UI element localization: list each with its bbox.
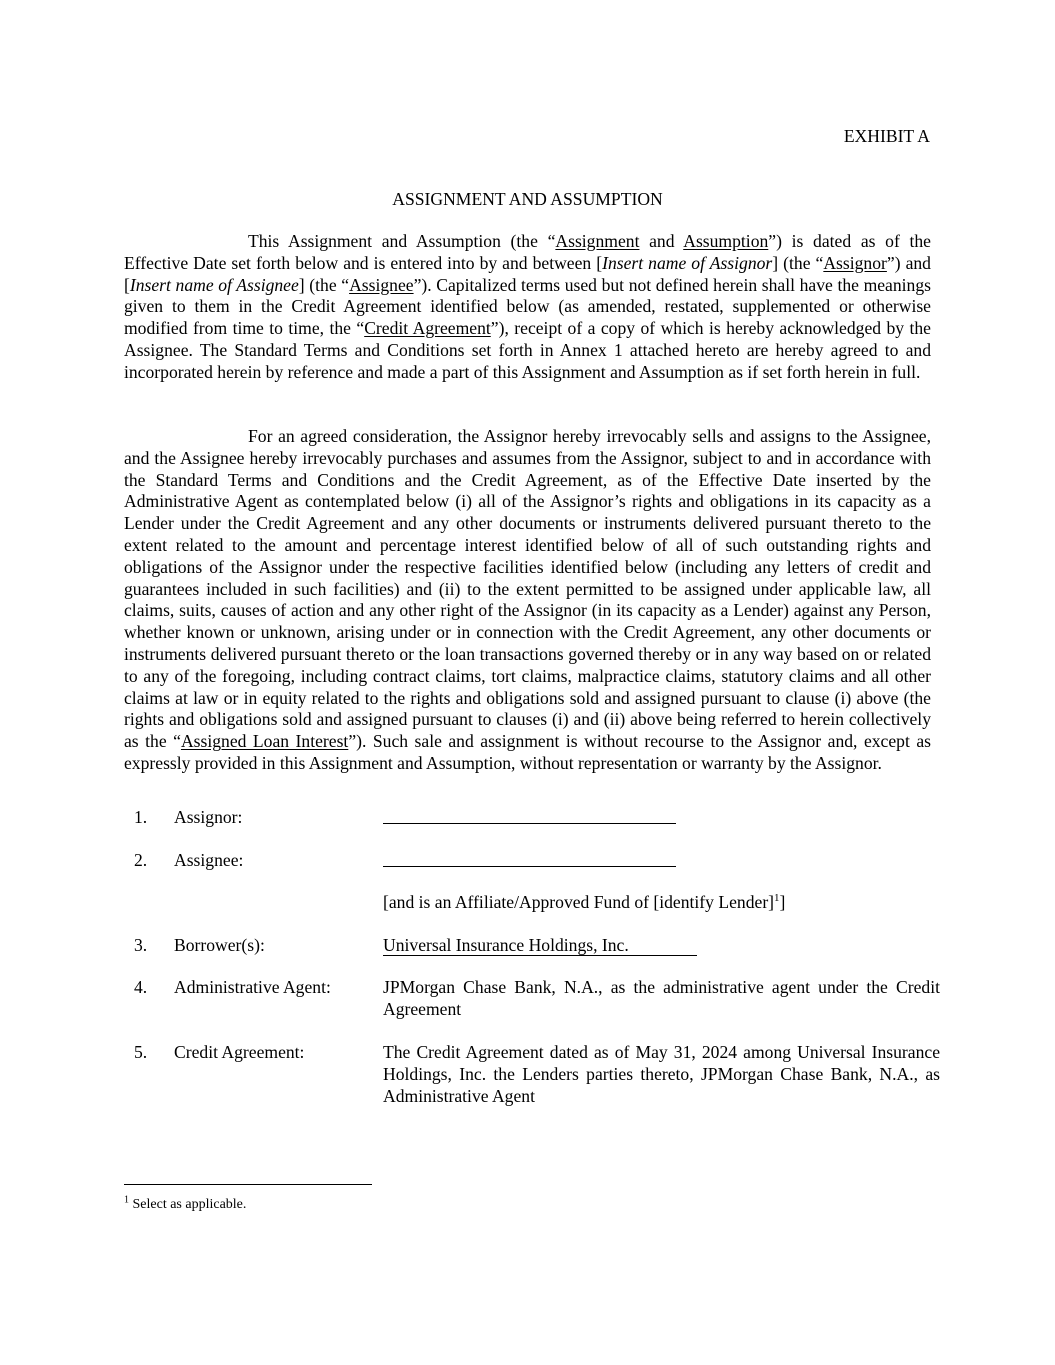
- item-label: Assignee:: [174, 850, 244, 870]
- footnote-text: Select as applicable.: [132, 1197, 247, 1212]
- text-run: ] (the “: [772, 252, 824, 273]
- item-label: Assignor:: [174, 807, 243, 827]
- affiliate-note-text: [and is an Affiliate/Approved Fund of [identify Lender]: [383, 892, 775, 912]
- item-number: 3.: [134, 935, 148, 955]
- defined-term-assignee: Assignee: [349, 274, 414, 295]
- assignor-blank-field[interactable]: [383, 807, 940, 830]
- footnote-divider: [124, 1184, 372, 1185]
- text-run: This Assignment and Assumption (the “: [248, 231, 556, 251]
- text-run: ”). Such sale and assignment is without recourse to the Assignor and, except as expressly provided in this Assignment and Assumption, without representation or warranty by the Assignor.: [124, 731, 931, 773]
- signature-line: [383, 850, 676, 867]
- text-run: ”). Capitalized terms used but not defined herein shall have the meanings given to them in the Credit Agreement identified below (as amended, restated, supplemented or otherwise modified from time to time, the “: [124, 274, 931, 339]
- credit-agreement-value: The Credit Agreement dated as of May 31, 2024 among Universal Insurance Holdings, Inc. the Lenders parties thereto, JPMorgan Chase Bank, N.A., as Administrative Agent: [383, 1042, 940, 1106]
- item-label: Administrative Agent:: [174, 977, 331, 997]
- document-title: ASSIGNMENT AND ASSUMPTION: [392, 189, 663, 209]
- text-run: ”), receipt of a copy of which is hereby acknowledged by the Assignee. The Standard Terms and Conditions set forth in Annex 1 attached hereto are hereby agreed to and incorporated herein by reference and made a part of this Assignment and Assumption as if set forth herein in full.: [124, 318, 931, 382]
- assignor-name-placeholder: Insert name of Assignor: [602, 252, 773, 273]
- signature-line: [383, 807, 676, 824]
- item-number: 2.: [134, 850, 148, 870]
- item-number: 1.: [134, 807, 148, 827]
- affiliate-note: [383, 892, 940, 914]
- borrower-name: Universal Insurance Holdings, Inc.: [383, 936, 697, 956]
- item-label: Credit Agreement:: [174, 1042, 305, 1062]
- assignee-name-placeholder: Insert name of Assignee: [129, 274, 299, 295]
- administrative-agent-value: JPMorgan Chase Bank, N.A., as the administrative agent under the Credit Agreement: [383, 977, 940, 1019]
- defined-term-credit-agreement: Credit Agreement: [364, 318, 491, 339]
- assignee-blank-field[interactable]: [383, 850, 940, 873]
- text-run: For an agreed consideration, the Assignor hereby irrevocably sells and assigns to the Assignee, and the Assignee hereby irrevocably purchases and assumes from the Assignor, subject to and in accordance with the Standard Terms and Conditions and the Credit Agreement, as of the Effective Date inserted by the Administrative Agent as contemplated below (i) all of the Assignor’s rights and obligations in its capacity as a Lender under the Credit Agreement and any other documents or instruments delivered pursuant thereto to the extent related to the amount and percentage interest identified below of all of such outstanding rights and obligations of the Assignor under the respective facilities identified below (including any letters of credit and guarantees included in such facilities) and (ii) to the extent permitted to be assigned under applicable law, all claims, suits, causes of action and any other right of the Assignor (in its capacity as a Lender) against any Person, whether known or unknown, arising under or in connection with the Credit Agreement, any other documents or instruments delivered pursuant thereto or the loan transactions governed thereby or in any way based on or related to any of the foregoing, including contract claims, tort claims, malpractice claims, statutory claims and all other claims at law or in equity related to the rights and obligations sold and assigned pursuant to clause (i) above (the rights and obligations sold and assigned pursuant to clauses (i) and (ii) above being referred to herein collectively as the “: [124, 426, 931, 752]
- consideration-paragraph: [124, 426, 931, 775]
- intro-paragraph: [124, 231, 931, 384]
- footnote-reference: 1: [774, 892, 780, 905]
- defined-term-assigned-loan-interest: Assigned Loan Interest: [180, 731, 349, 752]
- footnote: [124, 1196, 246, 1214]
- text-run: ”) is dated as of the Effective Date set forth below and is entered into by and between [: [124, 231, 931, 273]
- borrower-value: [383, 935, 940, 957]
- text-run: ”) and [: [124, 252, 931, 295]
- item-number: 4.: [134, 977, 148, 997]
- item-label: Borrower(s):: [174, 935, 265, 955]
- text-run: ] (the “: [298, 274, 350, 295]
- item-number: 5.: [134, 1042, 148, 1062]
- text-run: and: [639, 231, 684, 251]
- footnote-marker: 1: [124, 1194, 129, 1206]
- defined-term-assignor: Assignor: [823, 252, 887, 273]
- defined-term-assumption: Assumption: [683, 231, 769, 251]
- defined-term-assignment: Assignment: [555, 231, 640, 251]
- exhibit-label: EXHIBIT A: [843, 126, 930, 146]
- affiliate-note-close: ]: [779, 892, 786, 912]
